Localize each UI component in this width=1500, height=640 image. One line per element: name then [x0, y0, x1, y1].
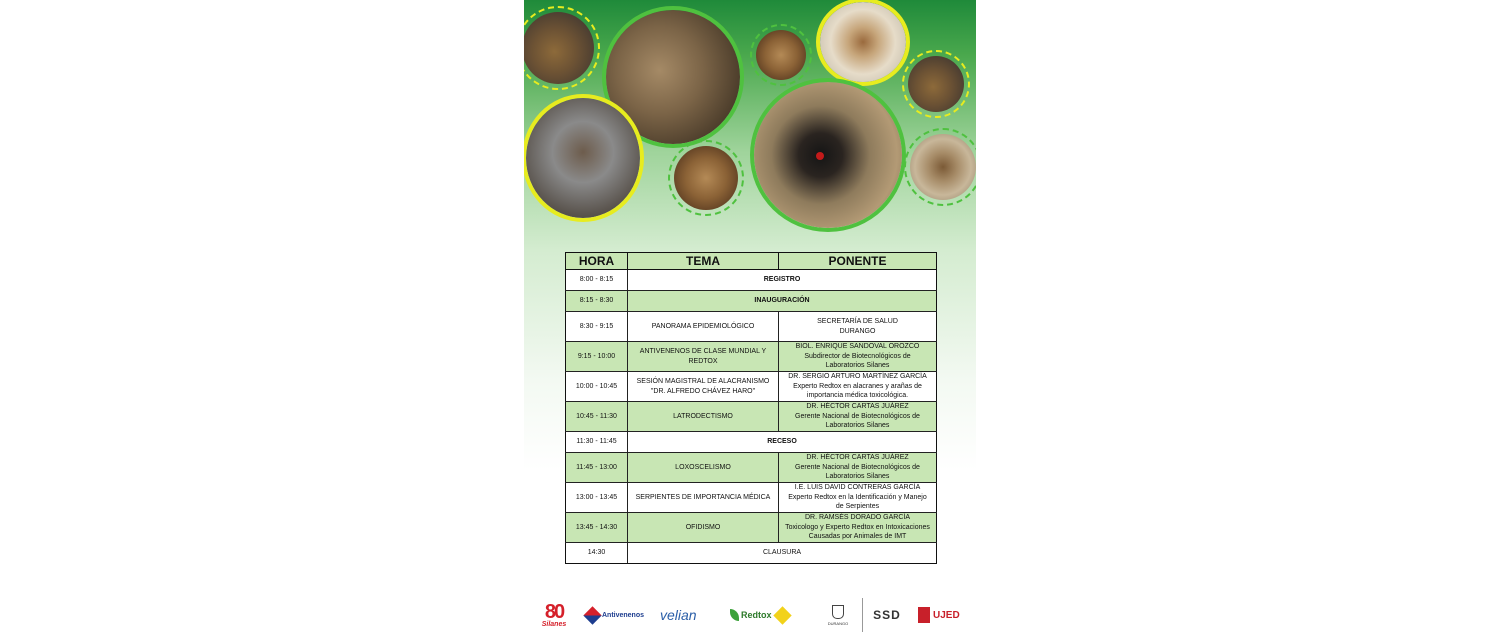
snake-small-photo — [750, 24, 812, 86]
hora-cell: 8:30 - 9:15 — [566, 312, 628, 342]
ponente-line: importancia médica toxicológica. — [806, 392, 909, 400]
merged-cell: CLAUSURA — [628, 543, 937, 564]
ponente-line: DR. HÉCTOR CARTAS JUÁREZ — [806, 454, 909, 462]
ponente-line: I.E. LUIS DAVID CONTRERAS GARCÍA — [794, 484, 921, 492]
spider-web-photo — [816, 0, 910, 86]
ponente-line: Experto Redtox en la Identificación y Manejo — [788, 493, 927, 501]
redtox-logo — [730, 598, 798, 632]
table-row — [566, 543, 937, 564]
ponente-line: Laboratorios Silanes — [825, 422, 890, 430]
silanes-80-logo — [536, 598, 572, 632]
ponente-line: de Serpientes — [835, 503, 880, 511]
antivenenos-label: Antivenenos — [602, 611, 645, 619]
table-row — [566, 312, 937, 342]
merged-cell: REGISTRO — [628, 270, 937, 291]
antivenenos-icon — [583, 606, 601, 624]
table-row — [566, 453, 937, 483]
scorpion-photo — [524, 6, 600, 90]
table-row — [566, 342, 937, 372]
tarantula-photo — [524, 94, 644, 222]
table-row — [566, 372, 937, 402]
durango-logo — [824, 598, 852, 632]
ponente-line: Experto Redtox en alacranes y arañas de — [793, 382, 922, 390]
merged-cell: INAUGURACIÓN — [628, 291, 937, 312]
table-row — [566, 270, 937, 291]
tema-cell: SERPIENTES DE IMPORTANCIA MÉDICA — [628, 483, 779, 513]
table-header-row — [566, 253, 937, 270]
ponente-line: Laboratorios Silanes — [825, 362, 890, 370]
ponente-line: Causadas por Animales de IMT — [808, 533, 907, 541]
ponente-cell — [779, 372, 937, 402]
ponente-line: Gerente Nacional de Biotecnológicos de — [795, 412, 920, 420]
recluse-spider-photo — [904, 128, 976, 206]
ujed-logo — [918, 598, 964, 632]
hora-cell: 9:15 - 10:00 — [566, 342, 628, 372]
ponente-line: Laboratorios Silanes — [825, 473, 890, 481]
tema-cell: LATRODECTISMO — [628, 402, 779, 432]
ponente-line: BIOL. ENRIQUE SANDOVAL OROZCO — [795, 343, 920, 351]
star-icon — [773, 606, 791, 624]
velian-label: velian — [660, 607, 697, 623]
ponente-line: Toxicologo y Experto Redtox en Intoxicaciones — [785, 523, 930, 531]
ponente-cell — [779, 513, 937, 543]
table-row — [566, 291, 937, 312]
ponente-line: DR. RAMSÉS DORADO GARCÍA — [804, 514, 910, 522]
merged-cell: RECESO — [628, 432, 937, 453]
silanes-label: Silanes — [541, 620, 567, 628]
hora-cell: 11:30 - 11:45 — [566, 432, 628, 453]
redtox-label: Redtox — [741, 610, 772, 620]
hora-cell: 8:00 - 8:15 — [566, 270, 628, 291]
ponente-cell — [779, 453, 937, 483]
tema-cell: PANORAMA EPIDEMIOLÓGICO — [628, 312, 779, 342]
sponsor-logos — [532, 598, 972, 634]
ssd-logo — [862, 598, 907, 632]
tema-cell: OFIDISMO — [628, 513, 779, 543]
ponente-cell — [779, 483, 937, 513]
ponente-line: DR. SERGIO ARTURO MARTÍNEZ GARCÍA — [788, 373, 927, 381]
redtox-leaf-icon — [730, 609, 739, 621]
header-tema: TEMA — [628, 253, 779, 270]
header-ponente: PONENTE — [779, 253, 937, 270]
ponente-line: DURANGO — [839, 327, 876, 335]
header-hora: HORA — [566, 253, 628, 270]
ujed-icon — [918, 607, 930, 623]
antivenenos-logo — [586, 598, 646, 632]
durango-label: DURANGO — [827, 620, 849, 626]
black-widow-photo — [750, 78, 906, 232]
hora-cell: 8:15 - 8:30 — [566, 291, 628, 312]
tema-cell: ANTIVENENOS DE CLASE MUNDIAL Y REDTOX — [628, 342, 779, 372]
ponente-line: SECRETARÍA DE SALUD — [817, 318, 898, 325]
table-row — [566, 432, 937, 453]
scorpion-right-photo — [902, 50, 970, 118]
hora-cell: 10:45 - 11:30 — [566, 402, 628, 432]
silanes-80-number: 80 — [544, 600, 564, 623]
hora-cell: 11:45 - 13:00 — [566, 453, 628, 483]
schedule-body — [566, 270, 937, 564]
table-row — [566, 483, 937, 513]
hora-cell: 10:00 - 10:45 — [566, 372, 628, 402]
ponente-cell — [779, 312, 937, 342]
coiled-snake-photo — [668, 140, 744, 216]
hora-cell: 13:45 - 14:30 — [566, 513, 628, 543]
table-row — [566, 402, 937, 432]
hora-cell: 14:30 — [566, 543, 628, 564]
table-row — [566, 513, 937, 543]
ponente-line: Subdirector de Biotecnológicos de — [804, 352, 911, 360]
velian-logo — [660, 598, 710, 632]
ssd-label: SSD — [873, 608, 901, 622]
ponente-cell — [779, 402, 937, 432]
ujed-label: UJED — [933, 609, 960, 621]
hora-cell: 13:00 - 13:45 — [566, 483, 628, 513]
shield-icon — [832, 605, 844, 619]
ponente-cell — [779, 342, 937, 372]
tema-cell: SESIÓN MAGISTRAL DE ALACRANISMO "DR. ALFREDO CHÁVEZ HARO" — [628, 372, 779, 402]
schedule-table — [565, 252, 937, 564]
ponente-line: Gerente Nacional de Biotecnológicos de — [795, 463, 920, 471]
ponente-line: DR. HÉCTOR CARTAS JUÁREZ — [806, 403, 909, 411]
tema-cell: LOXOSCELISMO — [628, 453, 779, 483]
